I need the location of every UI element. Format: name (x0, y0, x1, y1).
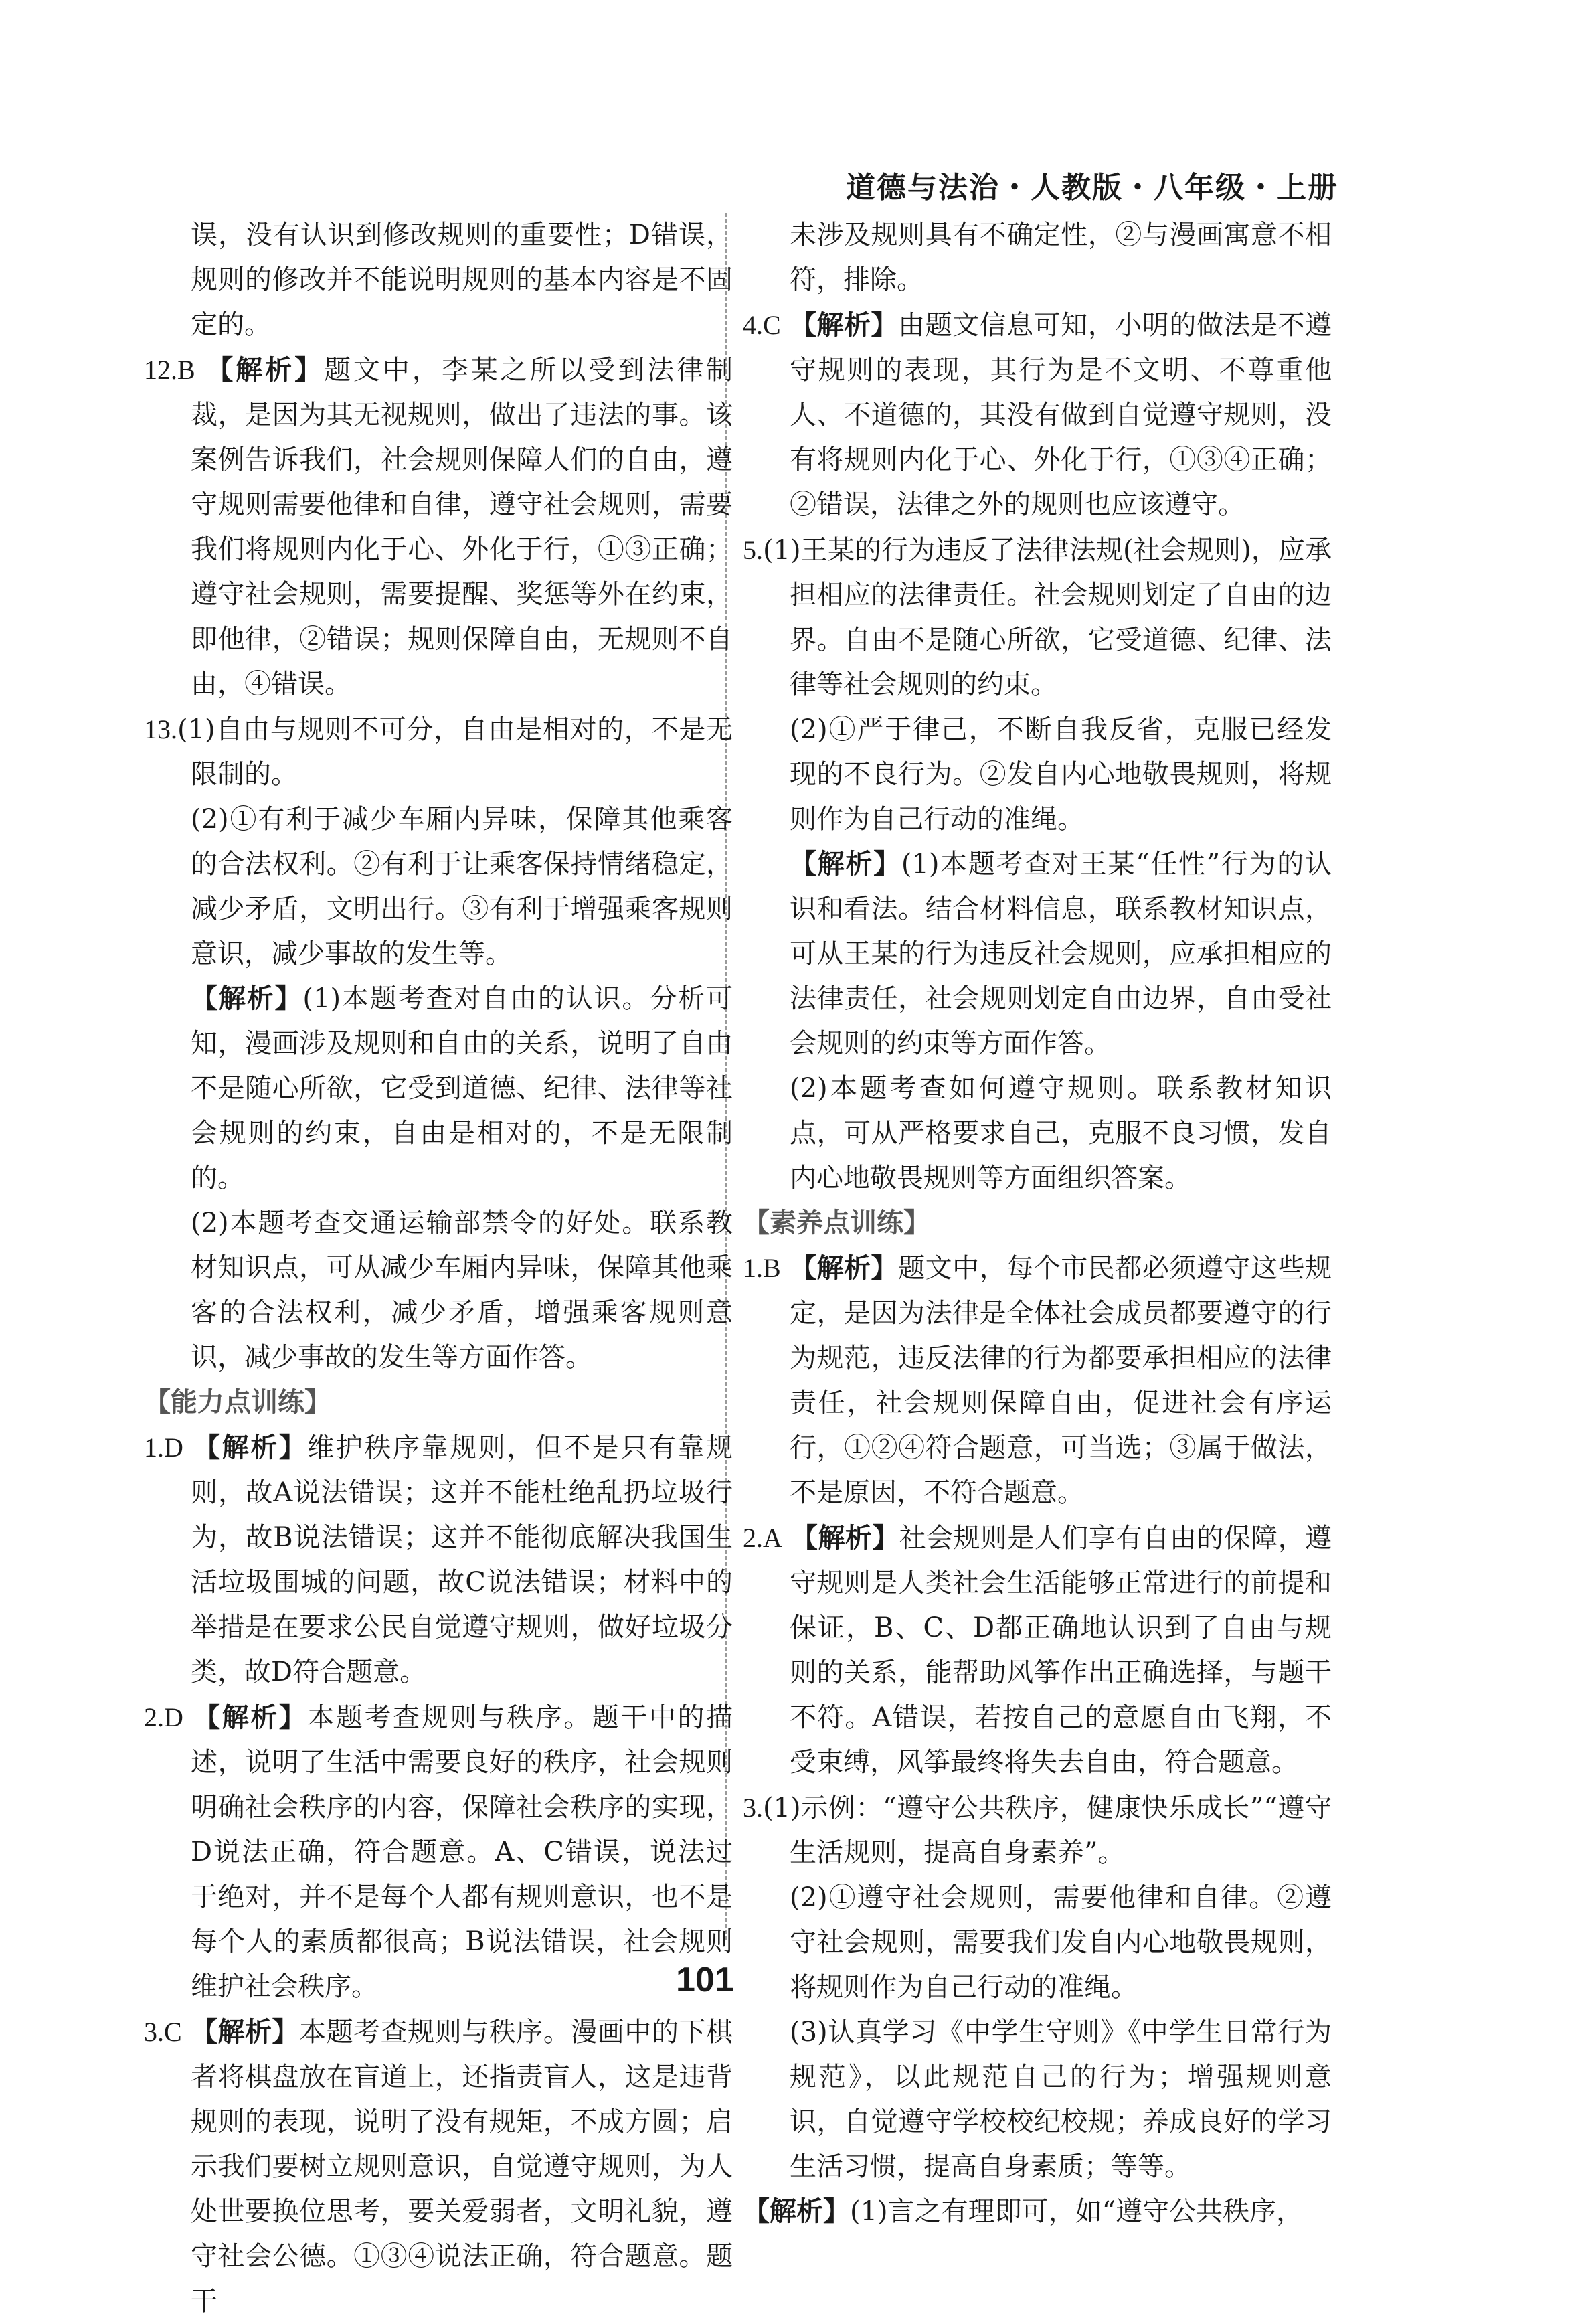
answer-text: (1)示例：“遵守公共秩序，健康快乐成长”“遵守生活规则，提高自身素养”。 (763, 1793, 1332, 1868)
analysis-tag: 【解析】 (190, 2017, 300, 2048)
answer-3 (144, 2009, 733, 2324)
answer-text: 本题考查规则与秩序。漫画中的下棋者将棋盘放在盲道上，还指责盲人，这是违背规则的表现，说明了没有规矩，不成方圆；启示我们要树立规则意识，自觉遵守规则，为人处世要换位思考，要关爱弱者，文明礼貌，遵守社会公德。①③④说法正确，符合题意。题干 (191, 2017, 733, 2317)
answer-5-part2: (2)①严于律己，不断自我反省，克服已经发现的不良行为。②发自内心地敬畏规则，将规则作为自己行动的准绳。 (790, 714, 1332, 835)
analysis-tag: 【解析】 (191, 983, 303, 1014)
answer-4 (743, 303, 1332, 527)
answer-2 (144, 1695, 733, 2009)
analysis-tag: 【解析】 (789, 310, 899, 341)
carry-over-text: 误，没有认识到修改规则的重要性；D错误，规则的修改并不能说明规则的基本内容是不固定的。 (191, 220, 733, 340)
page-header: 道德与法治・人教版・八年级・上册 (846, 171, 1338, 205)
answer-text: 本题考查规则与秩序。题干中的描述，说明了生活中需要良好的秩序，社会规则明确社会秩序的内容，保障社会秩序的实现，D说法正确，符合题意。A、C错误，说法过于绝对，并不是每个人都有规则意识，也不是每个人的素质都很高；B说法错误，社会规则维护社会秩序。 (191, 1702, 733, 2002)
answer-text: 题文中，每个市民都必须遵守这些规定，是因为法律是全体社会成员都要遵守的行为规范，违反法律的行为都要承担相应的法律责任，社会规则保障自由，促进社会有序运行，①②④符合题意，可当选；③属于做法，不是原因，不符合题意。 (790, 1253, 1332, 1508)
answer-number: 2.D (144, 1702, 183, 1732)
answer-5 (743, 527, 1332, 708)
analysis-tag: 【解析】 (791, 1523, 899, 1554)
answer-13-analysis (144, 977, 733, 1201)
answer-number: 1.B (743, 1253, 781, 1283)
answer-text: (1)言之有理即可，如“遵守公共秩序， (850, 2196, 1304, 2227)
page-number: 101 (676, 1961, 734, 1999)
answer-text: (1)本题考查对王某“任性”行为的认识和看法。结合材料信息，联系教材知识点，可从王某的行为违反社会规则，应承担相应的法律责任，社会规则划定自由边界，自由受社会规则的约束等方面作答。 (790, 849, 1332, 1059)
section-heading-literacy: 【素养点训练】 (743, 1208, 930, 1238)
answer-text: 社会规则是人们享有自由的保障，遵守规则是人类社会生活能够正常进行的前提和保证，B、C、D都正确地认识到了自由与规则的关系，能帮助风筝作出正确选择，与题干不符。A错误，若按自己的意愿自由飞翔，不受束缚，风筝最终将失去自由，符合题意。 (790, 1523, 1332, 1778)
answer-12 (144, 347, 733, 707)
answer-number: 1.D (144, 1432, 183, 1463)
answer-text: (1)本题考查对自由的认识。分析可知，漫画涉及规则和自由的关系，说明了自由不是随心所欲，它受到道德、纪律、法律等社会规则的约束，自由是相对的，不是无限制的。 (191, 983, 733, 1193)
carry-over-text: 未涉及规则具有不确定性，②与漫画寓意不相符，排除。 (790, 220, 1332, 295)
answer-5-analysis (743, 842, 1332, 1066)
answer-number: 2.A (743, 1523, 782, 1553)
answer-5-analysis-2: (2)本题考查如何遵守规则。联系教材知识点，可从严格要求自己，克服不良习惯，发自内心地敬畏规则等方面组织答案。 (790, 1073, 1332, 1193)
answer-text: (1)王某的行为违反了法律法规(社会规则)，应承担相应的法律责任。社会规则划定了自由的边界。自由不是随心所欲，它受道德、纪律、法律等社会规则的约束。 (763, 535, 1332, 700)
answer-b3-part3: (3)认真学习《中学生守则》《中学生日常行为规范》，以此规范自己的行为；增强规则意识，自觉遵守学校校纪校规；养成良好的学习生活习惯，提高自身素质；等等。 (790, 2017, 1332, 2182)
section-heading-ability: 【能力点训练】 (144, 1387, 331, 1418)
answer-text: 题文中，李某之所以受到法律制裁，是因为其无视规则，做出了违法的事。该案例告诉我们，社会规则保障人们的自由，遵守规则需要他律和自律，遵守社会规则，需要我们将规则内化于心、外化于行，①③正确；遵守社会规则，需要提醒、奖惩等外在约束，即他律，②错误；规则保障自由，无规则不自由，④错误。 (191, 355, 733, 699)
answer-b3-analysis (743, 2189, 1332, 2234)
answer-1 (144, 1425, 733, 1695)
answer-number: 3.C (144, 2017, 182, 2047)
answer-13-analysis-2: (2)本题考查交通运输部禁令的好处。联系教材知识点，可从减少车厢内异味，保障其他乘客的合法权利，减少矛盾，增强乘客规则意识，减少事故的发生等方面作答。 (191, 1208, 733, 1373)
analysis-tag: 【解析】 (790, 849, 901, 880)
right-column (743, 213, 1332, 2234)
analysis-tag: 【解析】 (206, 355, 325, 386)
answer-text: (1)自由与规则不可分，自由是相对的，不是无限制的。 (177, 714, 733, 790)
answer-13 (144, 707, 733, 797)
answer-number: 4.C (743, 310, 781, 340)
answer-number: 5. (743, 535, 763, 565)
left-column (144, 213, 733, 2324)
answer-b2 (743, 1515, 1332, 1785)
answer-b3-part2: (2)①遵守社会规则，需要他律和自律。②遵守社会规则，需要我们发自内心地敬畏规则，将规则作为自己行动的准绳。 (790, 1882, 1332, 2003)
answer-13-part2: (2)①有利于减少车厢内异味，保障其他乘客的合法权利。②有利于让乘客保持情绪稳定，减少矛盾，文明出行。③有利于增强乘客规则意识，减少事故的发生等。 (191, 804, 733, 969)
analysis-tag: 【解析】 (193, 1702, 308, 1733)
answer-number: 13. (144, 714, 177, 744)
analysis-tag: 【解析】 (789, 1253, 899, 1284)
analysis-tag: 【解析】 (193, 1432, 308, 1463)
answer-text: 维护秩序靠规则，但不是只有靠规则，故A说法错误；这并不能杜绝乱扔垃圾行为，故B说法错误；这并不能彻底解决我国生活垃圾围城的问题，故C说法错误；材料中的举措是在要求公民自觉遵守规则，做好垃圾分类，故D符合题意。 (191, 1432, 733, 1687)
answer-b1 (743, 1246, 1332, 1515)
answer-number: 12.B (144, 355, 195, 385)
answer-number: 3. (743, 1793, 763, 1823)
answer-text: 由题文信息可知，小明的做法是不遵守规则的表现，其行为是不文明、不尊重他人、不道德的，其没有做到自觉遵守规则，没有将规则内化于心、外化于行，①③④正确；②错误，法律之外的规则也应该遵守。 (790, 310, 1332, 520)
analysis-tag: 【解析】 (743, 2196, 850, 2227)
answer-b3 (743, 1785, 1332, 1876)
